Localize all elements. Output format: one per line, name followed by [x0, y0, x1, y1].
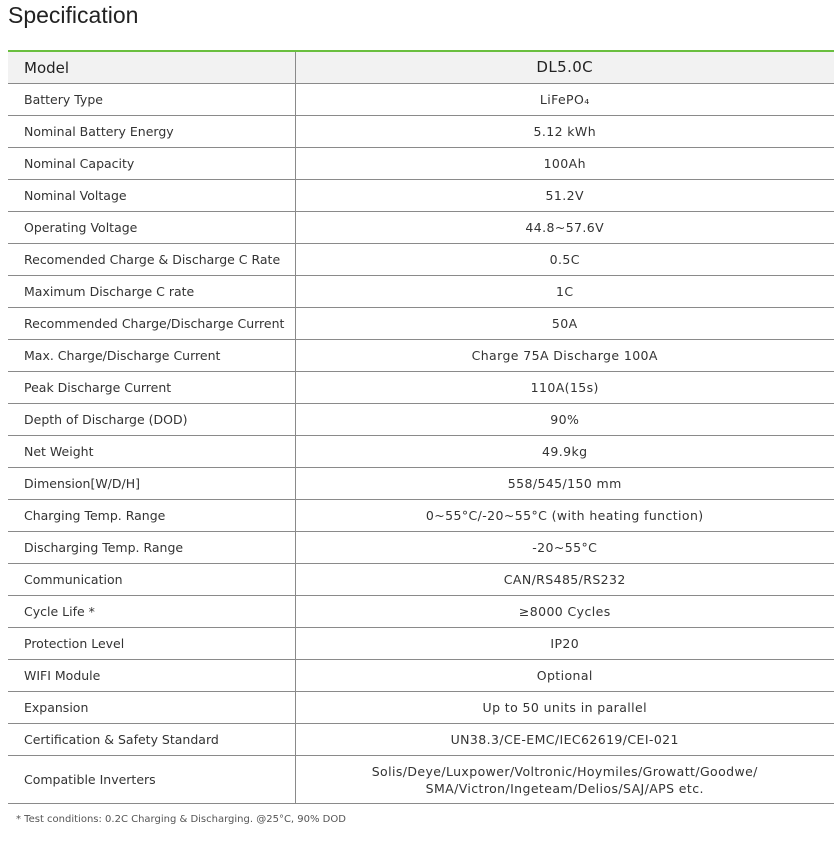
table-row — [8, 340, 834, 372]
spec-value: LiFePO₄ — [295, 84, 834, 116]
header-key: Model — [8, 51, 295, 84]
table-row — [8, 276, 834, 308]
table-row — [8, 180, 834, 212]
table-row — [8, 532, 834, 564]
spec-value: 50A — [295, 308, 834, 340]
table-row — [8, 628, 834, 660]
spec-value: 90% — [295, 404, 834, 436]
spec-value: 5.12 kWh — [295, 116, 834, 148]
spec-label: Communication — [8, 564, 295, 596]
table-row — [8, 564, 834, 596]
table-row — [8, 692, 834, 724]
table-row — [8, 84, 834, 116]
spec-label: Recomended Charge & Discharge C Rate — [8, 244, 295, 276]
spec-value: 1C — [295, 276, 834, 308]
table-row — [8, 436, 834, 468]
spec-value: Charge 75A Discharge 100A — [295, 340, 834, 372]
spec-label: Net Weight — [8, 436, 295, 468]
spec-label: Dimension[W/D/H] — [8, 468, 295, 500]
spec-value-line: SMA/Victron/Ingeteam/Delios/SAJ/APS etc. — [425, 780, 704, 796]
specification-table — [8, 50, 834, 804]
table-row — [8, 372, 834, 404]
spec-value: 49.9kg — [295, 436, 834, 468]
spec-label: WIFI Module — [8, 660, 295, 692]
spec-label: Recommended Charge/Discharge Current — [8, 308, 295, 340]
page-title: Specification — [8, 2, 139, 28]
spec-value: 44.8~57.6V — [295, 212, 834, 244]
spec-value: 51.2V — [295, 180, 834, 212]
spec-value: CAN/RS485/RS232 — [295, 564, 834, 596]
table-row — [8, 212, 834, 244]
table-row — [8, 756, 834, 804]
spec-value — [295, 756, 834, 804]
spec-label: Protection Level — [8, 628, 295, 660]
table-row — [8, 660, 834, 692]
spec-value: ≥8000 Cycles — [295, 596, 834, 628]
table-row — [8, 596, 834, 628]
spec-value: 0.5C — [295, 244, 834, 276]
spec-label: Maximum Discharge C rate — [8, 276, 295, 308]
header-value: DL5.0C — [295, 51, 834, 84]
spec-value: IP20 — [295, 628, 834, 660]
table-row — [8, 116, 834, 148]
spec-label: Depth of Discharge (DOD) — [8, 404, 295, 436]
spec-value: UN38.3/CE-EMC/IEC62619/CEI-021 — [295, 724, 834, 756]
spec-label: Cycle Life * — [8, 596, 295, 628]
spec-value: 0~55°C/-20~55°C (with heating function) — [295, 500, 834, 532]
footnote: * Test conditions: 0.2C Charging & Discharging. @25°C, 90% DOD — [16, 814, 346, 825]
spec-value: -20~55°C — [295, 532, 834, 564]
spec-value-line: Solis/Deye/Luxpower/Voltronic/Hoymiles/Growatt/Goodwe/ — [371, 763, 758, 779]
table-row — [8, 724, 834, 756]
table-header-row — [8, 51, 834, 84]
spec-label: Charging Temp. Range — [8, 500, 295, 532]
spec-value: Optional — [295, 660, 834, 692]
spec-value: 110A(15s) — [295, 372, 834, 404]
spec-value: 100Ah — [295, 148, 834, 180]
table-row — [8, 148, 834, 180]
spec-value: 558/545/150 mm — [295, 468, 834, 500]
spec-label: Certification & Safety Standard — [8, 724, 295, 756]
spec-label: Max. Charge/Discharge Current — [8, 340, 295, 372]
table-row — [8, 404, 834, 436]
spec-label: Nominal Voltage — [8, 180, 295, 212]
spec-label: Compatible Inverters — [8, 756, 295, 804]
spec-label: Nominal Battery Energy — [8, 116, 295, 148]
spec-label: Discharging Temp. Range — [8, 532, 295, 564]
table-row — [8, 500, 834, 532]
spec-label: Battery Type — [8, 84, 295, 116]
spec-label: Operating Voltage — [8, 212, 295, 244]
table-row — [8, 468, 834, 500]
table-row — [8, 308, 834, 340]
spec-value: Up to 50 units in parallel — [295, 692, 834, 724]
spec-label: Expansion — [8, 692, 295, 724]
table-row — [8, 244, 834, 276]
spec-label: Nominal Capacity — [8, 148, 295, 180]
spec-label: Peak Discharge Current — [8, 372, 295, 404]
